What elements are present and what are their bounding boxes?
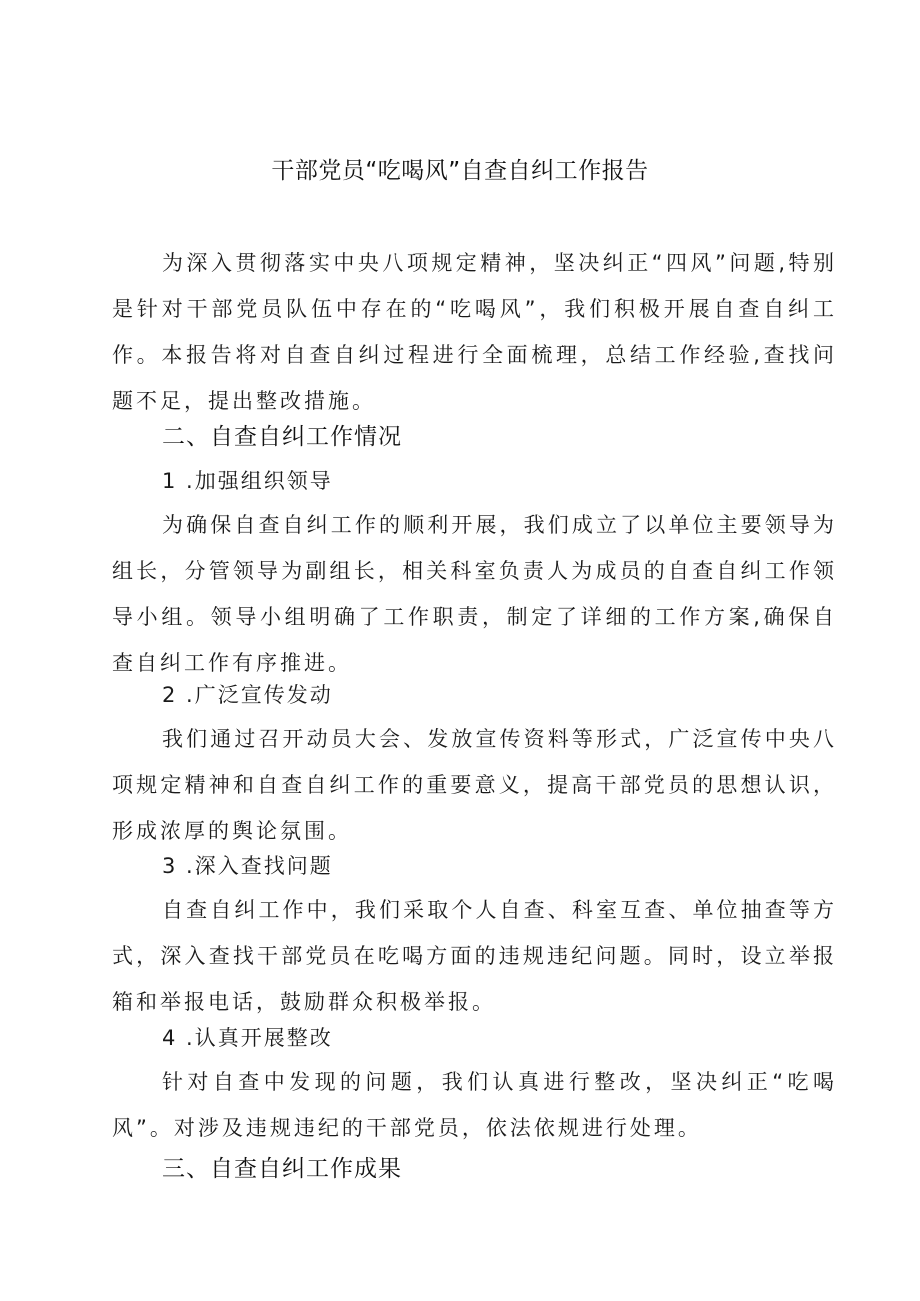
item-1-heading: 1 .加强组织领导 [162, 469, 333, 493]
page-title: 干部党员“吃喝风”自查自纠工作报告 [271, 158, 649, 184]
item-4-heading: 4 .认真开展整改 [162, 1026, 333, 1050]
item-2-heading: 2 .广泛宣传发动 [162, 683, 333, 707]
section-2-heading: 二、自查自纠工作情况 [162, 424, 402, 450]
item-3-heading: 3 .深入查找问题 [162, 854, 333, 878]
section-3-heading: 三、自查自纠工作成果 [162, 1156, 402, 1182]
item-2-paragraph: 我们通过召开动员大会、发放宣传资料等形式，广泛宣传中央八项规定精神和自查自纠工作的重要意义，提高干部党员的思想认识，形成浓厚的舆论氛围。 [112, 727, 837, 843]
item-3-paragraph: 自查自纠工作中，我们采取个人自查、科室互查、单位抽查等方式，深入查找干部党员在吃喝方面的违规违纪问题。同时，设立举报箱和举报电话，鼓励群众积极举报。 [112, 898, 837, 1014]
item-1-paragraph: 为确保自查自纠工作的顺利开展，我们成立了以单位主要领导为组长，分管领导为副组长，相关科室负责人为成员的自查自纠工作领导小组。领导小组明确了工作职责，制定了详细的工作方案,确保自查自纠工作有序推进。 [112, 513, 837, 675]
intro-paragraph: 为深入贯彻落实中央八项规定精神，坚决纠正“四风”问题,特别是针对干部党员队伍中存在的“吃喝风”，我们积极开展自查自纠工作。本报告将对自查自纠过程进行全面梳理，总结工作经验,查找问题不足，提出整改措施。 [112, 251, 837, 413]
item-4-paragraph: 针对自查中发现的问题，我们认真进行整改，坚决纠正“吃喝风”。对涉及违规违纪的干部党员，依法依规进行处理。 [112, 1070, 837, 1140]
